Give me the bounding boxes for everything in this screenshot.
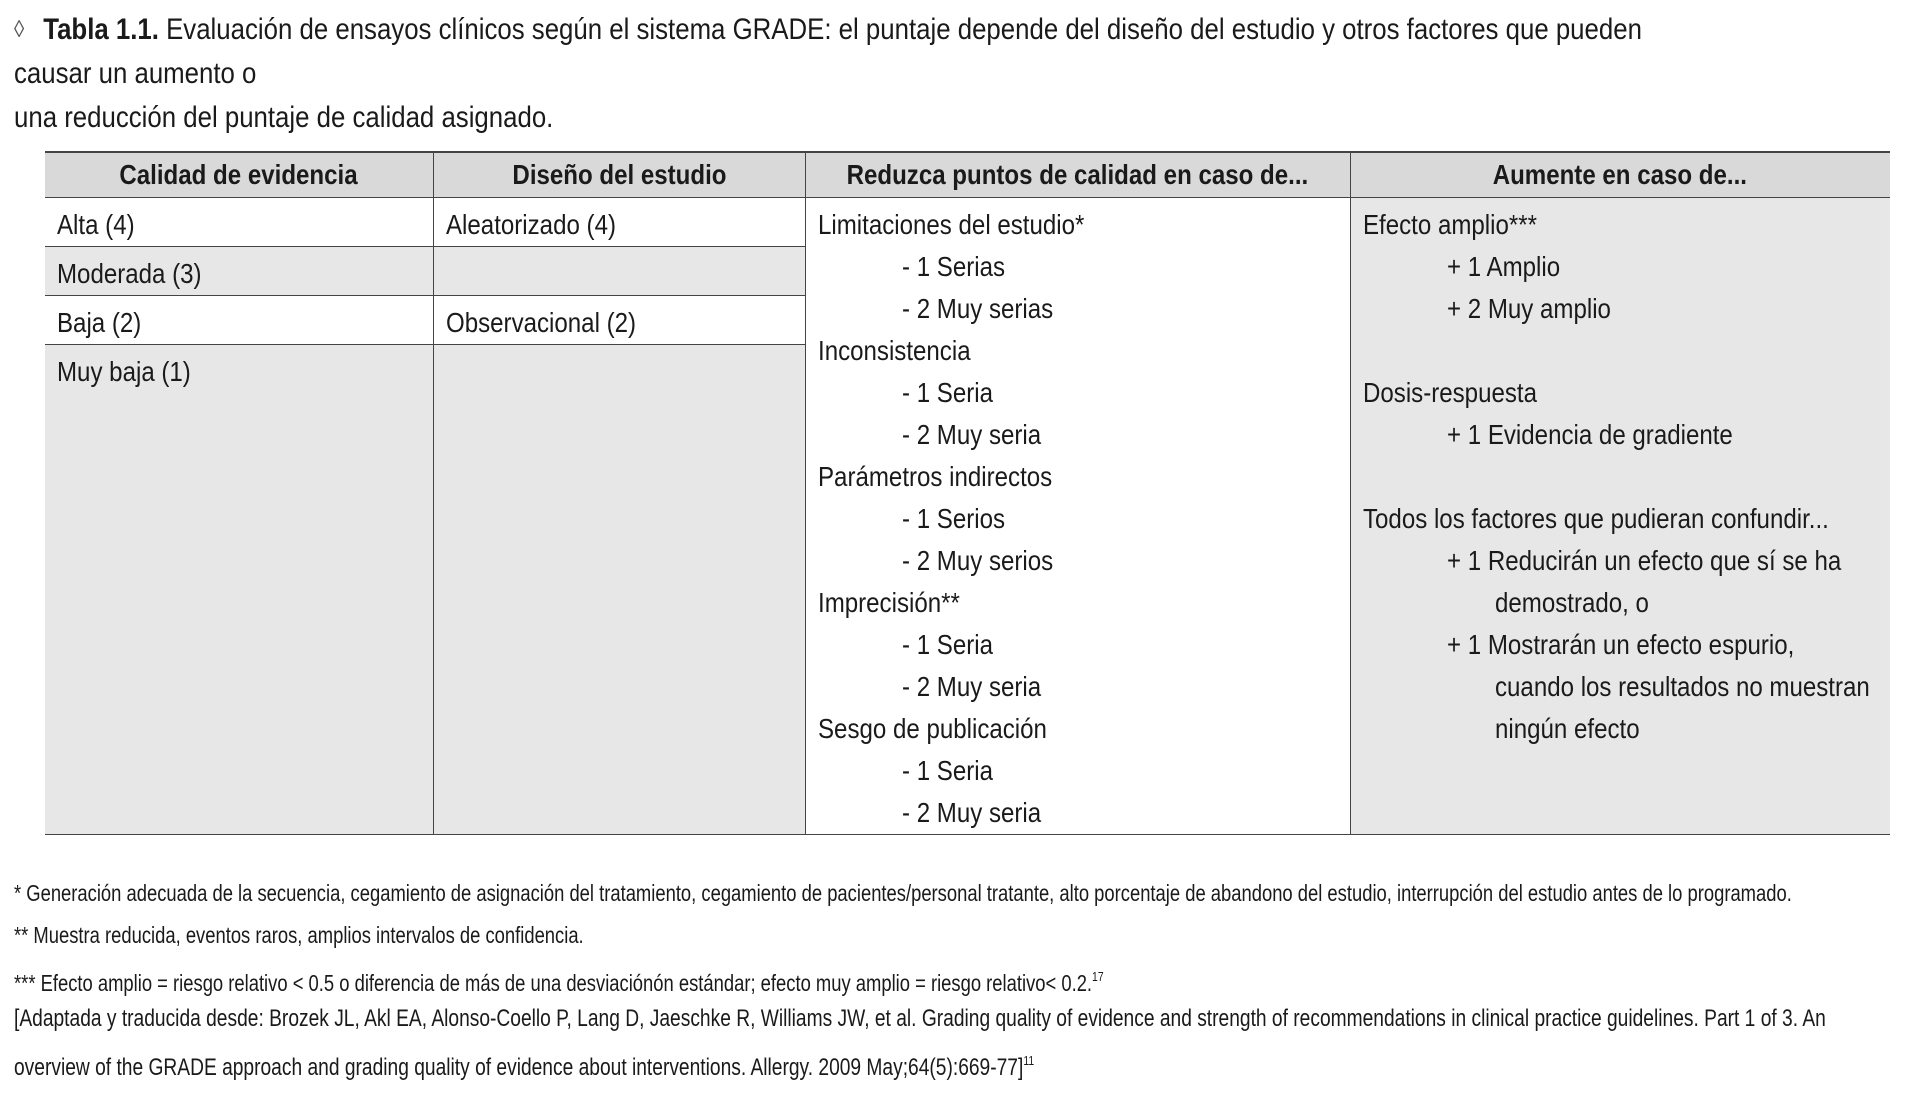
increase-item: + 1 Reducirán un efecto que sí se ha <box>1446 545 1841 576</box>
reduce-item: - 2 Muy serios <box>901 545 1053 576</box>
reduce-item: - 2 Muy serias <box>901 293 1053 324</box>
caption-text-line1: Evaluación de ensayos clínicos según el sistema GRADE: el puntaje depende del diseño del estudio y otros factores que pueden causar un aumento o <box>14 13 1642 90</box>
footnotes <box>14 872 1826 1082</box>
reduce-item: - 1 Seria <box>901 629 993 660</box>
header-design: Diseño del estudio <box>433 152 805 198</box>
reduce-title: Parámetros indirectos <box>817 461 1052 492</box>
reduce-item: - 2 Muy seria <box>901 671 1041 702</box>
increase-item: + 1 Mostrarán un efecto espurio, <box>1446 629 1794 660</box>
reduce-title: Inconsistencia <box>817 335 971 366</box>
increase-title: Todos los factores que pudieran confundir... <box>1362 503 1829 534</box>
increase-item-cont: demostrado, o <box>1494 587 1649 618</box>
footnote-2: ** Muestra reducida, eventos raros, amplios intervalos de confidencia. <box>14 922 584 948</box>
grade-table <box>45 151 1890 835</box>
caption-label: Tabla 1.1. <box>43 13 159 46</box>
increase-item-cont: ningún efecto <box>1494 713 1640 744</box>
table-header-row <box>45 152 1890 198</box>
header-increase: Aumente en caso de... <box>1350 152 1890 198</box>
reduce-title: Imprecisión** <box>817 587 960 618</box>
source-reference-sup: 11 <box>1023 1053 1035 1068</box>
design-cell-observational: Observacional (2) <box>433 296 805 345</box>
quality-cell-very-low: Muy baja (1) <box>45 345 433 835</box>
quality-cell-high: Alta (4) <box>45 198 433 247</box>
increase-item-cont: cuando los resultados no muestran <box>1494 671 1870 702</box>
table-caption <box>14 8 1648 140</box>
increase-item: + 2 Muy amplio <box>1446 293 1611 324</box>
increase-item: + 1 Evidencia de gradiente <box>1446 419 1733 450</box>
reduce-item: - 1 Seria <box>901 755 993 786</box>
design-cell-empty <box>433 247 805 296</box>
footnote-1: * Generación adecuada de la secuencia, cegamiento de asignación del tratamiento, cegamiento de pacientes/personal tratante, alto porcentaje de abandono del estudio, interrupción del estudio antes de lo programado. <box>14 880 1792 906</box>
reduce-title: Sesgo de publicación <box>817 713 1047 744</box>
diamond-icon: ◊ <box>14 16 25 43</box>
increase-cell <box>1350 198 1890 835</box>
quality-cell-low: Baja (2) <box>45 296 433 345</box>
reduce-cell <box>805 198 1350 835</box>
caption-text-line2: una reducción del puntaje de calidad asignado. <box>14 101 554 134</box>
design-cell-empty <box>433 345 805 835</box>
reduce-item: - 1 Seria <box>901 377 993 408</box>
increase-title: Efecto amplio*** <box>1362 209 1537 240</box>
header-reduce: Reduzca puntos de calidad en caso de... <box>805 152 1350 198</box>
source-reference-line2: overview of the GRADE approach and grading quality of evidence about interventions. Allergy. 2009 May;64(5):669-77]$^{11}$ <box>14 1053 1035 1081</box>
reduce-item: - 1 Serias <box>901 251 1005 282</box>
design-cell-randomized: Aleatorizado (4) <box>433 198 805 247</box>
source-reference-line1: [Adaptada y traducida desde: Brozek JL, Akl EA, Alonso-Coello P, Lang D, Jaeschke R, Williams JW, et al. Grading quality of evidence and strength of recommendations in clinical practice guidelines. Part 1 of 3. An <box>14 1005 1826 1032</box>
increase-item: + 1 Amplio <box>1446 251 1560 282</box>
reduce-item: - 2 Muy seria <box>901 797 1041 828</box>
table-row <box>45 198 1890 247</box>
reduce-item: - 1 Serios <box>901 503 1005 534</box>
increase-title: Dosis-respuesta <box>1362 377 1537 408</box>
footnote-3-ref: 17 <box>1092 969 1104 984</box>
header-quality: Calidad de evidencia <box>45 152 433 198</box>
reduce-title: Limitaciones del estudio* <box>817 209 1084 240</box>
footnote-3: *** Efecto amplio = riesgo relativo < 0.5 o diferencia de más de una desviaciónón estándar; efecto muy amplio = riesgo relativo< 0.2.17 <box>14 969 1104 996</box>
quality-cell-moderate: Moderada (3) <box>45 247 433 296</box>
reduce-item: - 2 Muy seria <box>901 419 1041 450</box>
